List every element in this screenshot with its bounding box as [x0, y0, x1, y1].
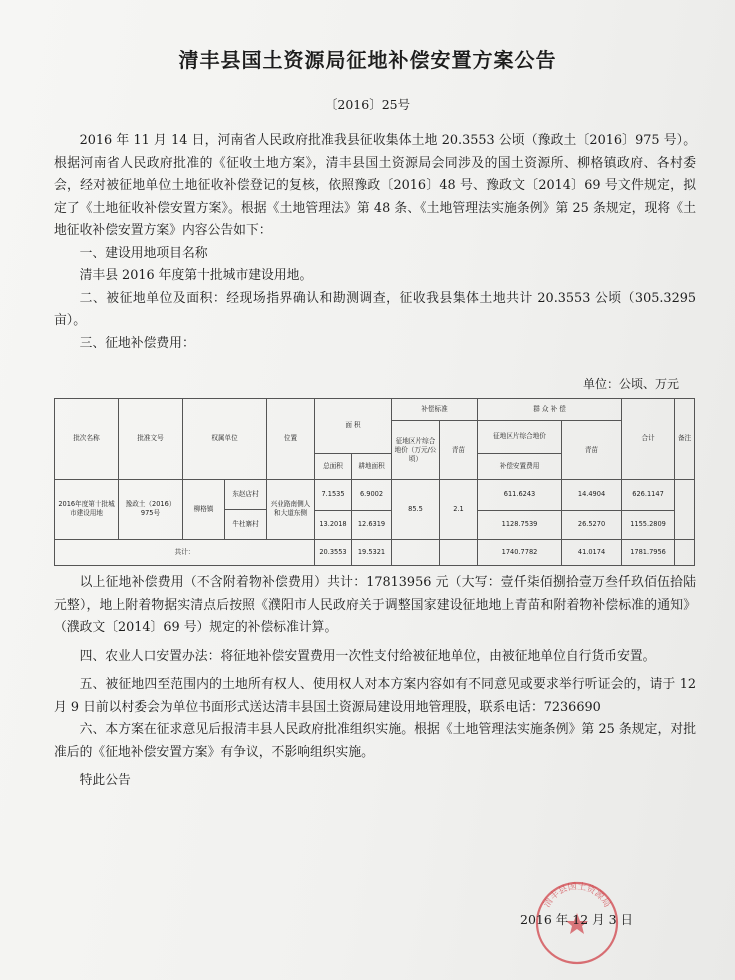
header-total: 合计 [622, 399, 675, 480]
header-location: 位置 [267, 399, 315, 480]
header-mass-comp: 群 众 补 偿 [478, 399, 622, 421]
header-area-farm: 耕地面积 [352, 453, 392, 479]
header-remark: 备注 [675, 399, 695, 480]
section-5-text: 五、被征地四至范围内的土地所有权人、使用权人对本方案内容如有不同意见或要求举行听证会的，请于 12 月 9 日前以村委会为单位书面形式送达清丰县国土资源局建设用地管理股，联系电话：7236690 [54, 677, 696, 715]
paragraph-total-cost: 以上征地补偿费用（不含附着物补偿费用）共计：17813956 元（大写：壹仟柒佰捌拾壹万叁仟玖佰伍拾陆元整），地上附着物据实清点后按照《濮阳市人民政府关于调整国家建设征地地上青苗和附着物补偿标准的通知》（濮政文〔2014〕69 号）规定的补偿标准计算。 [54, 575, 696, 635]
cell-fee: 1128.7539 [478, 510, 562, 539]
cell-sum: 1155.2809 [622, 510, 675, 539]
cell-area-total: 7.1535 [315, 479, 352, 510]
cell-village: 东赵店村 [225, 480, 266, 510]
header-batch: 批次名称 [55, 399, 119, 480]
signature-date: 2016 年 12 月 3 日 [520, 912, 634, 927]
cell-crop: 26.5270 [562, 510, 622, 539]
cell-town-name: 柳格镇 [183, 480, 225, 539]
cell-village: 牛杜寨村 [232, 519, 259, 528]
header-area-total: 总面积 [315, 453, 352, 479]
header-std-crop: 青苗 [440, 421, 478, 480]
header-mass-crop: 青苗 [562, 421, 622, 480]
seal-text: 清丰县国土资源局 [542, 881, 612, 910]
cell-approval: 豫政土（2016）975号 [119, 479, 183, 539]
total-sum: 1781.7956 [622, 539, 675, 565]
section-1-heading: 一、建设用地项目名称 [79, 245, 208, 261]
document-number: 〔2016〕25号 [324, 97, 411, 112]
cell-location: 兴业路南侧人和大道东侧 [267, 479, 315, 539]
unit-label: 单位：公顷、万元 [582, 377, 679, 391]
cell-area-farm: 6.9002 [352, 479, 392, 510]
section-1-text: 清丰县 2016 年度第十批城市建设用地。 [79, 268, 313, 283]
total-farm: 19.5321 [352, 539, 392, 565]
section-3-heading: 三、征地补偿费用： [79, 335, 195, 351]
header-mass-price: 征地区片综合地价 [478, 421, 562, 453]
cell-crop: 14.4904 [562, 479, 622, 510]
cell-area-total: 13.2018 [315, 510, 352, 539]
intro-paragraph: 2016 年 11 月 14 日，河南省人民政府批准我县征收集体土地 20.3553 公顷（豫政土〔2016〕975 号）。根据河南省人民政府批准的《征收土地方案》，清丰县国土资源局会同涉及的国土资源所、柳格镇政府、各村委会，经对被征地单位土地征收补偿登记的复核，依照豫政〔2016〕48 号、豫政文〔2014〕69 号文件规定，拟定了《土地征收补偿安置方案》。根据《土地管理法》第 48 条、《土地管理法实施条例》第 25 条规定，现将《土地征收补偿安置方案》内容公告如下： [54, 133, 696, 238]
cell-area-farm: 12.6319 [352, 510, 392, 539]
total-empty [392, 539, 440, 565]
cell-std-price: 85.5 [392, 479, 440, 539]
cell-std-crop: 2.1 [440, 479, 478, 539]
total-empty [440, 539, 478, 565]
header-owner-unit: 权属单位 [183, 399, 267, 480]
total-label: 共计： [55, 539, 315, 565]
closing-text: 特此公告 [79, 773, 131, 788]
cell-sum: 626.1147 [622, 479, 675, 510]
cell-town [183, 479, 267, 539]
compensation-table [54, 398, 695, 566]
section-2-text: 二、被征地单位及面积：经现场指界确认和勘测调查，征收我县集体土地共计 20.3553 公顷（305.3295 亩）。 [54, 290, 696, 328]
header-mass-fee: 补偿安置费用 [478, 453, 562, 479]
page-title: 清丰县国土资源局征地补偿安置方案公告 [178, 48, 557, 72]
total-fee: 1740.7782 [478, 539, 562, 565]
header-approval: 批准文号 [119, 399, 183, 480]
total-empty [675, 539, 695, 565]
header-standard: 补偿标准 [392, 399, 478, 421]
cell-remark [675, 479, 695, 539]
cell-batch: 2016年度第十批城市建设用地 [55, 479, 119, 539]
total-crop: 41.0174 [562, 539, 622, 565]
section-4-text: 四、农业人口安置办法：将征地补偿安置费用一次性支付给被征地单位，由被征地单位自行货币安置。 [79, 648, 656, 664]
body-after-table [54, 572, 696, 793]
header-area: 面 积 [315, 399, 392, 454]
body-intro [54, 130, 696, 355]
header-std-price: 征地区片综合地价（万元/公顷） [392, 421, 440, 480]
cell-fee: 611.6243 [478, 479, 562, 510]
section-6-text: 六、本方案在征求意见后报清丰县人民政府批准组织实施。根据《土地管理法实施条例》第 25 条规定，对批准后的《征地补偿安置方案》有争议，不影响组织实施。 [54, 722, 696, 760]
total-area: 20.3553 [315, 539, 352, 565]
